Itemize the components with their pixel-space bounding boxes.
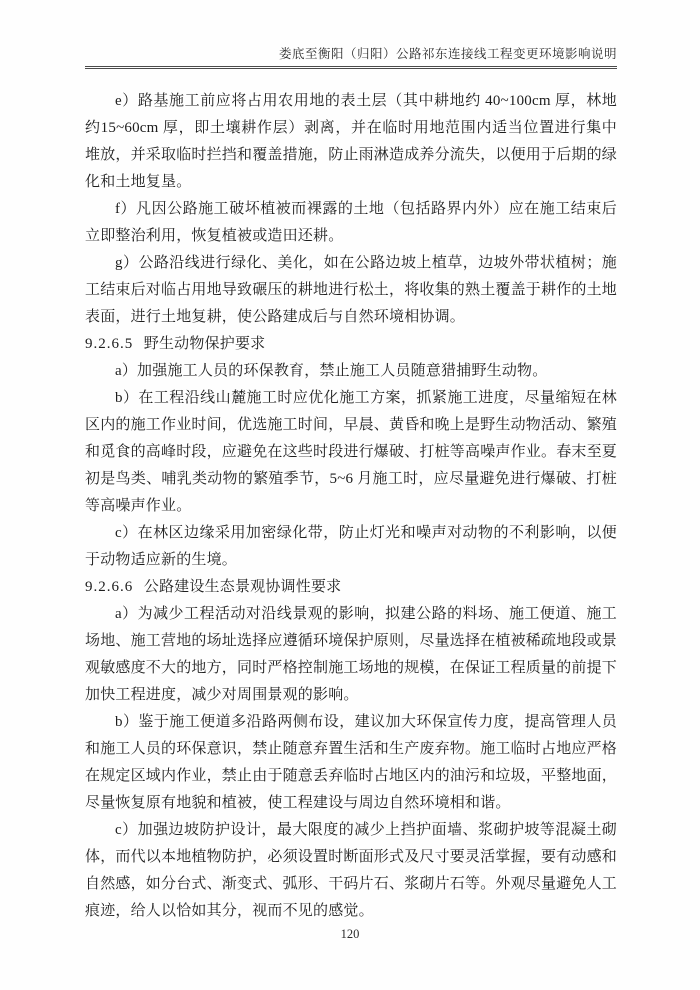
paragraph-a-site-selection: a）为减少工程活动对沿线景观的影响，拟建公路的料场、施工便道、施工场地、施工营地的场址选择应遵循环境保护原则，尽量选择在植被稀疏地段或景观敏感度不大的地方，同时严格控制施工场地的规模，在保证工程质量的前提下加快工程进度，减少对周围景观的影响。 [85, 606, 618, 703]
paragraph-b-waste-management: b）鉴于施工便道多沿路两侧布设，建议加大环保宣传力度，提高管理人员和施工人员的环保意识，禁止随意弃置生活和生产废弃物。施工临时占地应严格在规定区域内作业，禁止由于随意丢弃临时占地区内的油污和垃圾，平整地面，尽量恢复原有地貌和植被，使工程建设与周边自然环境相和谐。 [85, 714, 618, 811]
heading-title: 野生动物保护要求 [143, 336, 266, 352]
page-footer [0, 927, 700, 942]
section-heading-landscape [85, 574, 617, 601]
paragraph-f-bare-land: f）凡因公路施工破坏植被而裸露的土地（包括路界内外）应在施工结束后立即整治利用，恢复植被或造田还耕。 [85, 201, 617, 244]
header-rule [85, 66, 617, 69]
paragraph-g-greening: g）公路沿线进行绿化、美化，如在公路边坡上植草，边坡外带状植树；施工结束后对临占用地导致碾压的耕地进行松土，将收集的熟土覆盖于耕作的土地表面，进行土地复耕，使公路建成后与自然环境相协调。 [85, 255, 618, 325]
paragraph-e-topsoil: e）路基施工前应将占用农用地的表土层（其中耕地约 40~100cm 厚，林地约15~60cm 厚，即土壤耕作层）剥离，并在临时用地范围内适当位置进行集中堆放，并采取临时拦挡和覆盖措施，防止雨淋造成养分流失，以便用于后期的绿化和土地复垦。 [85, 93, 618, 190]
paragraph-a-education: a）加强施工人员的环保教育，禁止施工人员随意猎捕野生动物。 [115, 363, 548, 379]
page-header [85, 46, 617, 69]
paragraph-b-construction-timing: b）在工程沿线山麓施工时应优化施工方案，抓紧施工进度，尽量缩短在林区内的施工作业时间，优选施工时间，早晨、黄昏和晚上是野生动物活动、繁殖和觅食的高峰时段，应避免在这些时段进行爆破、打桩等高噪声作业。春末至夏初是鸟类、哺乳类动物的繁殖季节，5~6 月施工时，应尽量避免进行爆破、打桩等高噪声作业。 [85, 390, 618, 514]
page-number: 120 [340, 927, 360, 941]
header-title: 娄底至衡阳（归阳）公路祁东连接线工程变更环境影响说明 [278, 47, 617, 61]
heading-number: 9.2.6.6 [85, 579, 134, 595]
section-heading-wildlife [85, 331, 617, 358]
heading-number: 9.2.6.5 [85, 336, 134, 352]
paragraph-c-slope-protection: c）加强边坡防护设计，最大限度的减少上挡护面墙、浆砌护坡等混凝土砌体，而代以本地植物防护，必须设置时断面形式及尺寸要灵活掌握，要有动感和自然感，如分台式、渐变式、弧形、干码片石、浆砌片石等。外观尽量避免人工痕迹，给人以恰如其分，视而不见的感觉。 [85, 822, 618, 919]
paragraph-c-green-belt: c）在林区边缘采用加密绿化带，防止灯光和噪声对动物的不利影响，以便于动物适应新的生境。 [85, 525, 617, 568]
document-body [85, 88, 617, 925]
heading-title: 公路建设生态景观协调性要求 [143, 579, 342, 595]
